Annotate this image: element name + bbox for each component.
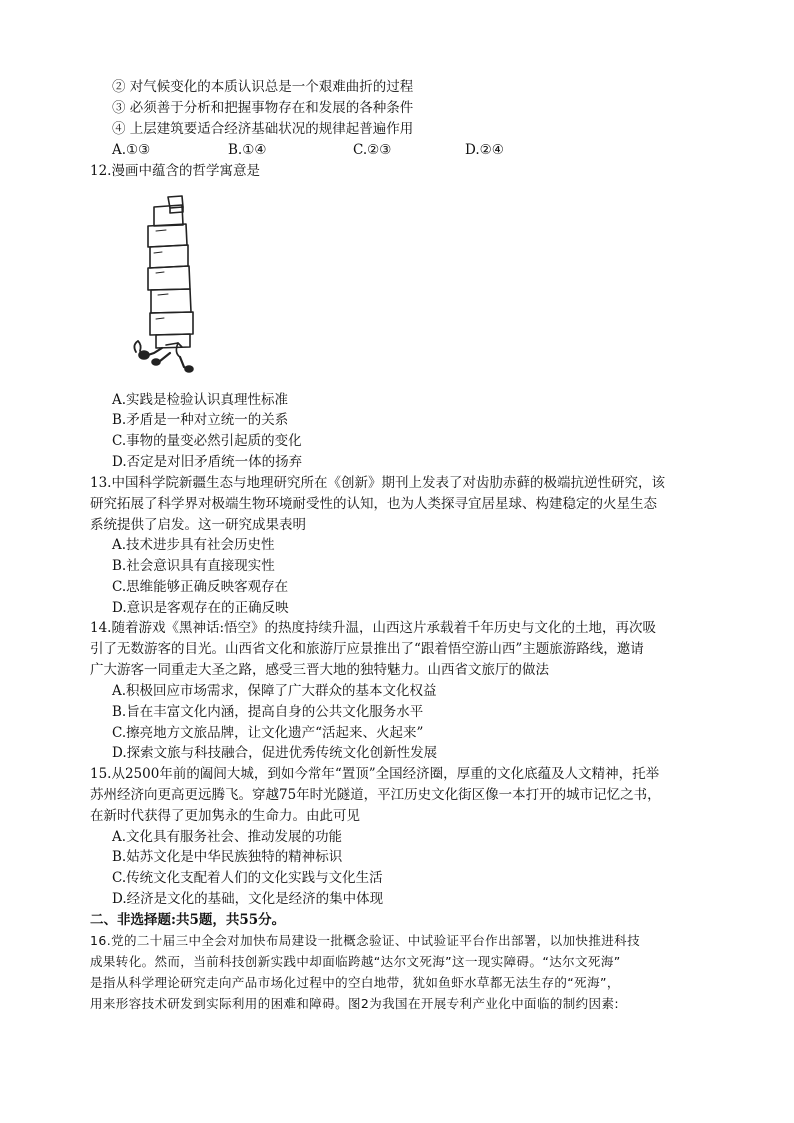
q11-item-2: ② 对气候变化的本质认识总是一个艰难曲折的过程	[112, 79, 414, 95]
q11-item-3: ③ 必须善于分析和把握事物存在和发展的各种条件	[112, 100, 414, 116]
q15-option-d: D.经济是文化的基础，文化是经济的集中体现	[112, 891, 384, 907]
q11-option-b: B.①④	[228, 142, 267, 158]
q11-item-4: ④ 上层建筑要适合经济基础状况的规律起普遍作用	[112, 121, 414, 137]
q13-stem-line-3: 系统提供了启发。这一研究成果表明	[90, 517, 306, 533]
q11-option-a: A.①③	[112, 142, 151, 158]
q14-stem-line-1: 14.随着游戏《黑神话:悟空》的热度持续升温，山西这片承载着千年历史与文化的土地，再次吸	[90, 620, 657, 636]
q13-stem-line-2: 研究拓展了科学界对极端生物环境耐受性的认知，也为人类探寻宜居星球、构建稳定的火星生态	[90, 496, 657, 512]
q14-stem-line-2: 引了无数游客的目光。山西省文化和旅游厅应景推出了“跟着悟空游山西”主题旅游路线，邀请	[90, 641, 644, 657]
q15-stem-line-3: 在新时代获得了更加隽永的生命力。由此可见	[90, 808, 360, 824]
q13-stem-line-1: 13.中国科学院新疆生态与地理研究所在《创新》期刊上发表了对齿肋赤藓的极端抗逆性研究，该	[90, 475, 665, 491]
section-heading-nonchoice: 二、非选择题:共5题，共55分。	[90, 912, 286, 928]
q12-option-b: B.矛盾是一种对立统一的关系	[112, 412, 289, 428]
q15-option-c: C.传统文化支配着人们的文化实践与文化生活	[112, 870, 383, 886]
cartoon-stacked-boxes-image	[126, 195, 206, 375]
q15-stem-line-1: 15.从2500年前的阖闾大城，到如今常年“置顶”全国经济圈，厚重的文化底蕴及人文精神，托举	[90, 766, 660, 782]
q15-stem-line-2: 苏州经济向更高更远腾飞。穿越75年时光隧道，平江历史文化街区像一本打开的城市记忆之书，	[90, 787, 661, 803]
q12-option-a: A.实践是检验认识真理性标准	[112, 392, 289, 408]
q16-line-1: 16.党的二十届三中全会对加快布局建设一批概念验证、中试验证平台作出部署，以加快推进科技	[90, 933, 640, 948]
q14-option-a: A.积极回应市场需求，保障了广大群众的基本文化权益	[112, 683, 437, 699]
q14-option-b: B.旨在丰富文化内涵，提高自身的公共文化服务水平	[112, 704, 424, 720]
q13-option-c: C.思维能够正确反映客观存在	[112, 579, 289, 595]
q16-line-4: 用来形容技术研发到实际利用的困难和障碍。图2为我国在开展专利产业化中面临的制约因素:	[90, 996, 619, 1011]
q15-option-b: B.姑苏文化是中华民族独特的精神标识	[112, 849, 343, 865]
q14-stem-line-3: 广大游客一同重走大圣之路，感受三晋大地的独特魅力。山西省文旅厅的做法	[90, 662, 549, 678]
q11-option-c: C.②③	[353, 142, 392, 158]
q12-option-c: C.事物的量变必然引起质的变化	[112, 433, 302, 449]
q15-option-a: A.文化具有服务社会、推动发展的功能	[112, 829, 343, 845]
q11-option-d: D.②④	[465, 142, 504, 158]
q14-option-c: C.擦亮地方文旅品牌，让文化遗产“活起来、火起来”	[112, 725, 424, 741]
q13-option-d: D.意识是客观存在的正确反映	[112, 600, 289, 616]
q13-option-b: B.社会意识具有直接现实性	[112, 558, 275, 574]
q12-stem: 12.漫画中蕴含的哲学寓意是	[90, 163, 260, 179]
q13-option-a: A.技术进步具有社会历史性	[112, 537, 275, 553]
q14-option-d: D.探索文旅与科技融合，促进优秀传统文化创新性发展	[112, 745, 438, 761]
q16-line-3: 是指从科学理论研究走向产品市场化过程中的空白地带，犹如鱼虾水草都无法生存的“死海”，	[90, 975, 620, 990]
q16-line-2: 成果转化。然而，当前科技创新实践中却面临跨越“达尔文死海”这一现实障碍。“达尔文死海”	[90, 954, 621, 969]
q12-option-d: D.否定是对旧矛盾统一体的扬弃	[112, 454, 303, 470]
q11-options	[112, 141, 572, 159]
